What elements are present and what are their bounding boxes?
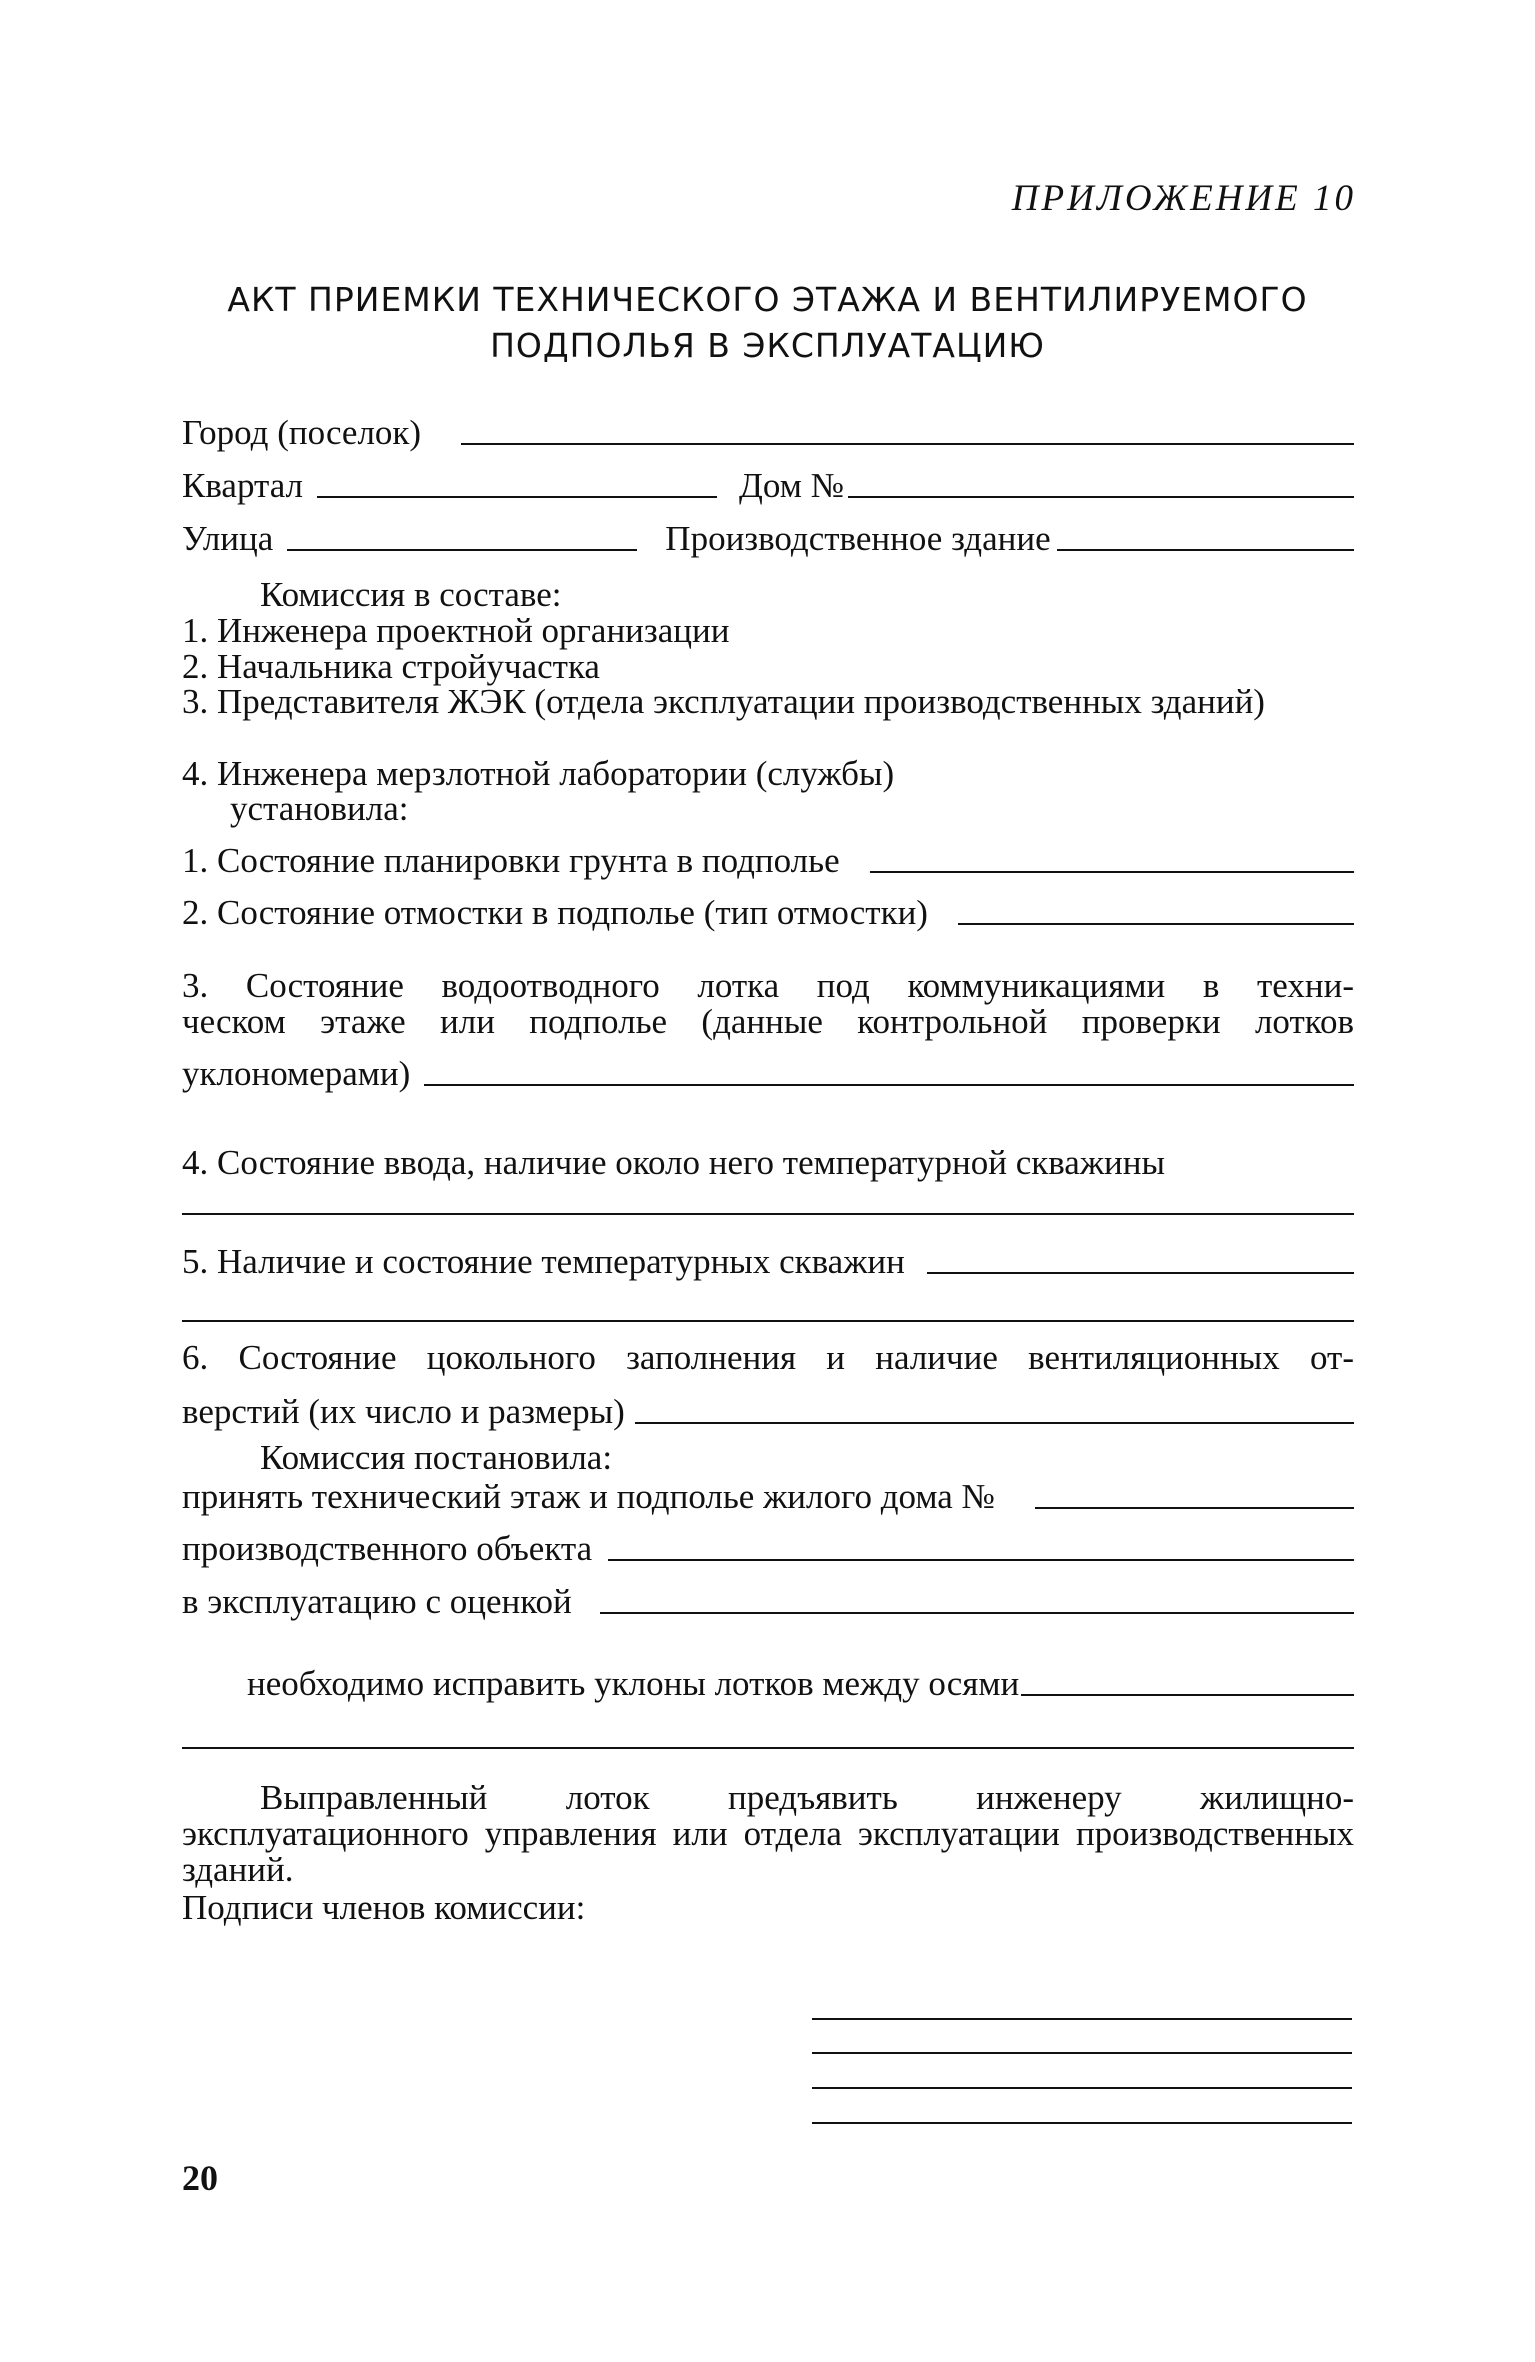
fix-blank[interactable]: [1021, 1694, 1354, 1696]
item-1-blank[interactable]: [870, 871, 1354, 873]
city-blank[interactable]: [461, 443, 1354, 445]
item-1-label: 1. Состояние планировки грунта в подполье: [182, 841, 840, 880]
item-3-blank[interactable]: [424, 1084, 1354, 1086]
block-blank[interactable]: [317, 496, 717, 498]
item-5-field: [182, 1244, 1354, 1279]
item-5-label: 5. Наличие и состояние температурных скважин: [182, 1242, 905, 1281]
item-6-line-1: 6. Состояние цокольного заполнения и наличие вентиляционных от-: [182, 1338, 1354, 1377]
block-house-field: [182, 468, 1354, 503]
item-3-line-2: ческом этаже или подполье (данные контрольной проверки лотков: [182, 1002, 1354, 1041]
appendix-label: ПРИЛОЖЕНИЕ 10: [1011, 178, 1356, 219]
street-building-field: [182, 521, 1354, 556]
item-2-label: 2. Состояние отмостки в подполье (тип отмостки): [182, 893, 928, 932]
object-label: производственного объекта: [182, 1529, 593, 1568]
accept-label: принять технический этаж и подполье жилого дома №: [182, 1477, 995, 1516]
signature-line-3[interactable]: [812, 2087, 1352, 2089]
accept-house-blank[interactable]: [1035, 1507, 1354, 1509]
item-3-line-1: 3. Состояние водоотводного лотка под коммуникациями в техни-: [182, 966, 1354, 1005]
signature-line-1[interactable]: [812, 2018, 1352, 2020]
item-5-extra-blank[interactable]: [182, 1320, 1354, 1322]
commission-member-1: 1. Инженера проектной организации: [182, 611, 730, 650]
item-4-label: 4. Состояние ввода, наличие около него температурной скважины: [182, 1143, 1165, 1182]
page-number: 20: [182, 2158, 218, 2198]
item-3-field: [182, 1056, 1354, 1091]
item-6-blank[interactable]: [635, 1422, 1354, 1424]
item-6-label: верстий (их число и размеры): [182, 1392, 625, 1431]
building-label: Производственное здание: [665, 519, 1051, 558]
street-label: Улица: [182, 519, 274, 558]
house-label: Дом №: [739, 466, 845, 505]
city-label: Город (поселок): [182, 413, 422, 452]
item-5-blank[interactable]: [927, 1272, 1354, 1274]
signature-line-2[interactable]: [812, 2052, 1352, 2054]
object-field: [182, 1531, 1354, 1566]
item-3-label: уклономерами): [182, 1054, 411, 1093]
item-2-field: [182, 895, 1354, 930]
closing-text: Выправленный лоток предъявить инженеру жилищно-эксплуатационного управления или отдела эксплуатации производственных зданий.: [182, 1778, 1354, 1889]
signatures-label: Подписи членов комиссии:: [182, 1888, 586, 1927]
item-4-blank[interactable]: [182, 1213, 1354, 1215]
object-blank[interactable]: [608, 1559, 1354, 1561]
city-field: [182, 415, 1354, 450]
commission-established: установила:: [230, 789, 409, 828]
document-title-line-2: ПОДПОЛЬЯ В ЭКСПЛУАТАЦИЮ: [490, 326, 1045, 365]
street-blank[interactable]: [287, 549, 637, 551]
commission-member-2: 2. Начальника стройучастка: [182, 647, 600, 686]
accept-field: [182, 1479, 1354, 1514]
commission-member-3: 3. Представителя ЖЭК (отдела эксплуатации производственных зданий): [182, 682, 1265, 721]
commission-member-4: 4. Инженера мерзлотной лаборатории (службы): [182, 754, 895, 793]
fix-extra-blank[interactable]: [182, 1747, 1354, 1749]
rating-label: в эксплуатацию с оценкой: [182, 1582, 572, 1621]
document-title-line-1: АКТ ПРИЕМКИ ТЕХНИЧЕСКОГО ЭТАЖА И ВЕНТИЛИРУЕМОГО: [227, 280, 1308, 319]
decision-intro: Комиссия постановила:: [260, 1438, 613, 1477]
item-2-blank[interactable]: [958, 923, 1354, 925]
item-1-field: [182, 843, 1354, 878]
commission-intro: Комиссия в составе:: [260, 575, 562, 614]
signature-line-4[interactable]: [812, 2122, 1352, 2124]
rating-field: [182, 1584, 1354, 1619]
block-label: Квартал: [182, 466, 304, 505]
fix-field: [247, 1666, 1354, 1701]
rating-blank[interactable]: [600, 1612, 1354, 1614]
house-blank[interactable]: [848, 496, 1354, 498]
building-blank[interactable]: [1057, 549, 1354, 551]
item-6-field: [182, 1394, 1354, 1429]
fix-label: необходимо исправить уклоны лотков между осями: [247, 1664, 1020, 1703]
